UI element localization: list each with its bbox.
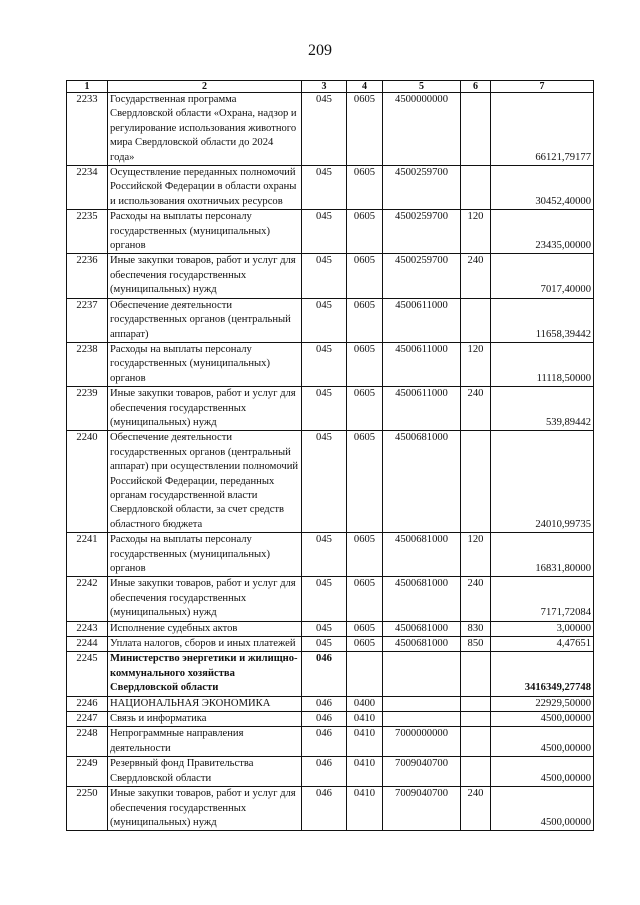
row-section-code: 0605 (347, 298, 383, 342)
row-name: Государственная программа Свердловской области «Охрана, надзор и регулирование использования животного мира Свердловской области до 2024 года» (108, 93, 302, 166)
row-section-code: 0605 (347, 342, 383, 386)
row-section-code: 0605 (347, 621, 383, 636)
row-amount: 11118,50000 (491, 342, 594, 386)
row-target-code: 7009040700 (383, 757, 461, 787)
table-row (67, 727, 594, 757)
row-target-code: 4500681000 (383, 533, 461, 577)
row-number: 2240 (67, 431, 108, 533)
row-number: 2235 (67, 210, 108, 254)
row-amount: 7171,72084 (491, 577, 594, 621)
row-number: 2247 (67, 712, 108, 727)
row-amount: 22929,50000 (491, 696, 594, 711)
table-row (67, 577, 594, 621)
row-number: 2236 (67, 254, 108, 298)
row-expense-type (461, 727, 491, 757)
row-section-code: 0605 (347, 533, 383, 577)
table-row (67, 533, 594, 577)
row-number: 2239 (67, 387, 108, 431)
row-expense-type: 240 (461, 787, 491, 831)
row-admin-code: 045 (302, 254, 347, 298)
table-row (67, 254, 594, 298)
table-row (67, 166, 594, 210)
header-row (67, 81, 594, 93)
row-target-code: 4500611000 (383, 387, 461, 431)
budget-table (66, 80, 594, 831)
header-col-6: 6 (461, 81, 491, 93)
row-amount: 3,00000 (491, 621, 594, 636)
row-amount: 3416349,27748 (491, 652, 594, 696)
row-name: Обеспечение деятельности государственных органов (центральный аппарат) (108, 298, 302, 342)
row-expense-type (461, 652, 491, 696)
row-name: Расходы на выплаты персоналу государственных (муниципальных) органов (108, 210, 302, 254)
row-admin-code: 046 (302, 787, 347, 831)
table-row (67, 637, 594, 652)
row-target-code: 4500259700 (383, 166, 461, 210)
row-number: 2238 (67, 342, 108, 386)
row-name: Осуществление переданных полномочий Российской Федерации в области охраны и использования охотничьих ресурсов (108, 166, 302, 210)
row-amount: 66121,79177 (491, 93, 594, 166)
table-row (67, 387, 594, 431)
row-amount: 539,89442 (491, 387, 594, 431)
table-row (67, 342, 594, 386)
row-name: Резервный фонд Правительства Свердловской области (108, 757, 302, 787)
header-col-7: 7 (491, 81, 594, 93)
row-expense-type (461, 431, 491, 533)
row-number: 2244 (67, 637, 108, 652)
row-expense-type (461, 298, 491, 342)
row-section-code: 0605 (347, 387, 383, 431)
row-admin-code: 045 (302, 431, 347, 533)
table-row (67, 621, 594, 636)
row-expense-type (461, 93, 491, 166)
row-number: 2245 (67, 652, 108, 696)
row-name: Расходы на выплаты персоналу государственных (муниципальных) органов (108, 342, 302, 386)
row-number: 2249 (67, 757, 108, 787)
row-amount: 23435,00000 (491, 210, 594, 254)
header-col-3: 3 (302, 81, 347, 93)
row-amount: 30452,40000 (491, 166, 594, 210)
row-expense-type: 240 (461, 577, 491, 621)
row-number: 2242 (67, 577, 108, 621)
row-amount: 4500,00000 (491, 727, 594, 757)
row-name: Иные закупки товаров, работ и услуг для обеспечения государственных (муниципальных) нужд (108, 577, 302, 621)
table-row (67, 93, 594, 166)
row-number: 2237 (67, 298, 108, 342)
row-target-code (383, 652, 461, 696)
row-admin-code: 045 (302, 210, 347, 254)
row-target-code: 4500259700 (383, 254, 461, 298)
row-expense-type: 850 (461, 637, 491, 652)
row-expense-type (461, 696, 491, 711)
table-body (67, 93, 594, 831)
row-amount: 4,47651 (491, 637, 594, 652)
row-target-code: 4500259700 (383, 210, 461, 254)
row-target-code (383, 712, 461, 727)
row-admin-code: 046 (302, 727, 347, 757)
row-admin-code: 045 (302, 637, 347, 652)
header-col-5: 5 (383, 81, 461, 93)
row-expense-type: 240 (461, 387, 491, 431)
row-expense-type: 830 (461, 621, 491, 636)
row-admin-code: 045 (302, 298, 347, 342)
row-name: Министерство энергетики и жилищно-коммунального хозяйства Свердловской области (108, 652, 302, 696)
row-name: Иные закупки товаров, работ и услуг для обеспечения государственных (муниципальных) нужд (108, 254, 302, 298)
header-col-1: 1 (67, 81, 108, 93)
table-row (67, 431, 594, 533)
row-section-code (347, 652, 383, 696)
row-section-code: 0605 (347, 166, 383, 210)
row-section-code: 0400 (347, 696, 383, 711)
row-section-code: 0605 (347, 254, 383, 298)
row-section-code: 0605 (347, 637, 383, 652)
table-row (67, 757, 594, 787)
row-admin-code: 045 (302, 533, 347, 577)
row-target-code: 7000000000 (383, 727, 461, 757)
table-row (67, 210, 594, 254)
row-expense-type (461, 712, 491, 727)
row-amount: 4500,00000 (491, 712, 594, 727)
row-target-code: 7009040700 (383, 787, 461, 831)
row-admin-code: 046 (302, 757, 347, 787)
row-section-code: 0410 (347, 712, 383, 727)
row-expense-type: 120 (461, 533, 491, 577)
row-target-code: 4500681000 (383, 621, 461, 636)
row-target-code: 4500611000 (383, 298, 461, 342)
row-amount: 4500,00000 (491, 757, 594, 787)
row-expense-type (461, 757, 491, 787)
row-name: НАЦИОНАЛЬНАЯ ЭКОНОМИКА (108, 696, 302, 711)
row-admin-code: 045 (302, 166, 347, 210)
table-row (67, 696, 594, 711)
row-admin-code: 045 (302, 577, 347, 621)
row-amount: 24010,99735 (491, 431, 594, 533)
row-amount: 11658,39442 (491, 298, 594, 342)
row-name: Непрограммные направления деятельности (108, 727, 302, 757)
row-target-code: 4500000000 (383, 93, 461, 166)
table-row (67, 652, 594, 696)
row-number: 2250 (67, 787, 108, 831)
row-name: Иные закупки товаров, работ и услуг для обеспечения государственных (муниципальных) нужд (108, 787, 302, 831)
row-amount: 16831,80000 (491, 533, 594, 577)
row-admin-code: 046 (302, 652, 347, 696)
row-section-code: 0605 (347, 577, 383, 621)
row-section-code: 0605 (347, 431, 383, 533)
row-name: Уплата налогов, сборов и иных платежей (108, 637, 302, 652)
row-number: 2246 (67, 696, 108, 711)
row-name: Обеспечение деятельности государственных органов (центральный аппарат) при осуществлении полномочий Российской Федерации, переданных органам государственной власти Свердловской области, за счет средств областного бюджета (108, 431, 302, 533)
row-number: 2243 (67, 621, 108, 636)
row-section-code: 0605 (347, 93, 383, 166)
row-expense-type: 120 (461, 210, 491, 254)
row-expense-type (461, 166, 491, 210)
header-col-4: 4 (347, 81, 383, 93)
row-name: Иные закупки товаров, работ и услуг для обеспечения государственных (муниципальных) нужд (108, 387, 302, 431)
table-row (67, 712, 594, 727)
row-number: 2248 (67, 727, 108, 757)
row-target-code (383, 696, 461, 711)
row-target-code: 4500681000 (383, 637, 461, 652)
row-name: Расходы на выплаты персоналу государственных (муниципальных) органов (108, 533, 302, 577)
row-target-code: 4500611000 (383, 342, 461, 386)
row-section-code: 0410 (347, 787, 383, 831)
row-admin-code: 045 (302, 387, 347, 431)
row-amount: 7017,40000 (491, 254, 594, 298)
table-row (67, 298, 594, 342)
table-row (67, 787, 594, 831)
row-admin-code: 045 (302, 621, 347, 636)
header-col-2: 2 (108, 81, 302, 93)
page-number: 209 (308, 42, 332, 59)
row-section-code: 0410 (347, 757, 383, 787)
row-target-code: 4500681000 (383, 577, 461, 621)
row-section-code: 0410 (347, 727, 383, 757)
row-name: Исполнение судебных актов (108, 621, 302, 636)
row-target-code: 4500681000 (383, 431, 461, 533)
row-expense-type: 120 (461, 342, 491, 386)
row-number: 2233 (67, 93, 108, 166)
row-amount: 4500,00000 (491, 787, 594, 831)
row-admin-code: 045 (302, 342, 347, 386)
row-number: 2234 (67, 166, 108, 210)
row-name: Связь и информатика (108, 712, 302, 727)
row-section-code: 0605 (347, 210, 383, 254)
row-expense-type: 240 (461, 254, 491, 298)
row-admin-code: 046 (302, 712, 347, 727)
row-admin-code: 046 (302, 696, 347, 711)
row-number: 2241 (67, 533, 108, 577)
row-admin-code: 045 (302, 93, 347, 166)
